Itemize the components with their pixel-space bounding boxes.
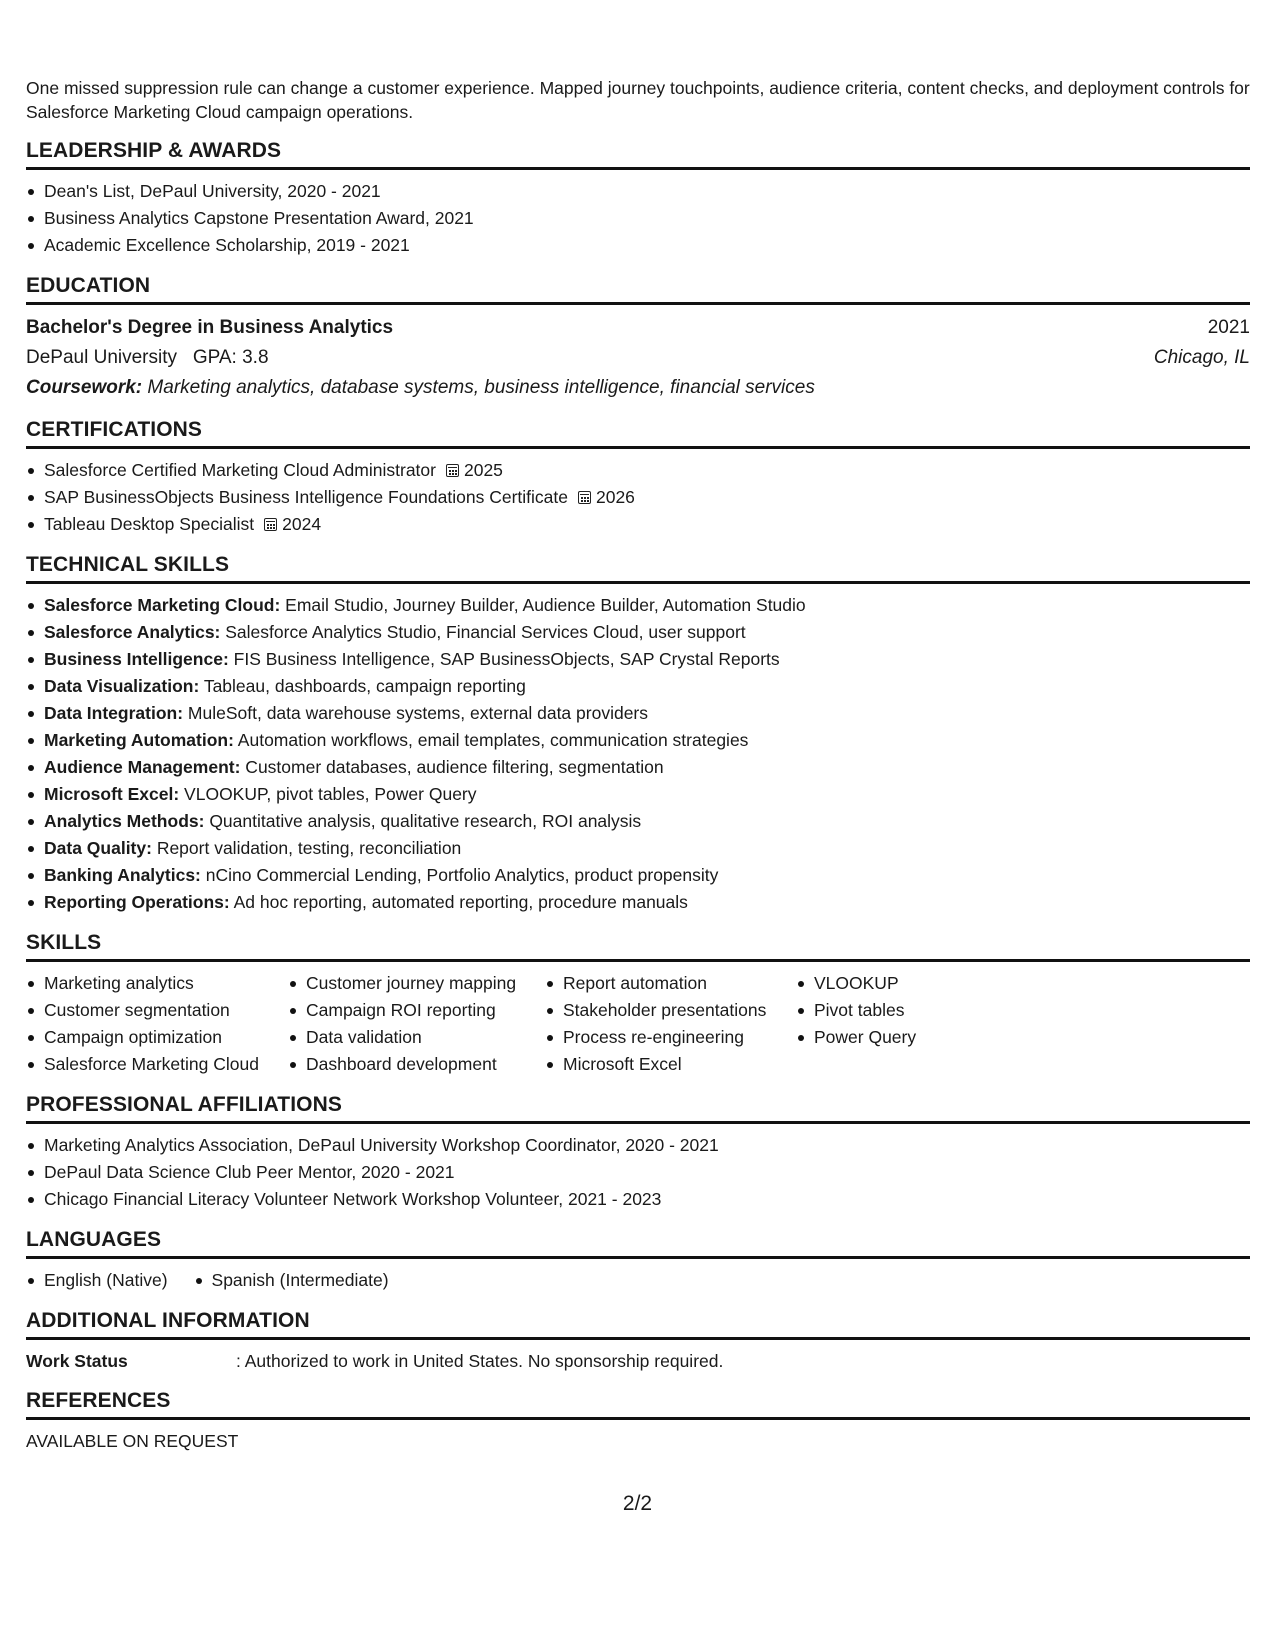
affiliations-list bbox=[26, 1132, 1250, 1213]
additional-info-section bbox=[26, 1308, 1250, 1374]
list-item bbox=[26, 808, 1250, 835]
list-item: Campaign optimization bbox=[26, 1024, 288, 1051]
gpa: GPA: 3.8 bbox=[192, 347, 269, 368]
summary-text: One missed suppression rule can change a customer experience. Mapped journey touchpoints, audience criteria, content checks, and deployment controls for Salesforce Marketing Cloud campaign operations. bbox=[26, 78, 1250, 122]
list-item bbox=[26, 592, 1250, 619]
list-item: Marketing analytics bbox=[26, 970, 288, 997]
section-title: EDUCATION bbox=[26, 273, 1250, 305]
list-item: English (Native) bbox=[26, 1267, 168, 1294]
skill-text: nCino Commercial Lending, Portfolio Analytics, product propensity bbox=[200, 865, 719, 885]
certifications-list bbox=[26, 457, 1250, 538]
languages-section bbox=[26, 1227, 1250, 1294]
technical-skills-list bbox=[26, 592, 1250, 916]
list-item: Business Analytics Capstone Presentation Award, 2021 bbox=[26, 205, 1250, 232]
page-number: 2/2 bbox=[622, 1492, 653, 1515]
list-item bbox=[26, 511, 1250, 538]
technical-skills-section bbox=[26, 552, 1250, 916]
calendar-icon bbox=[264, 518, 277, 531]
list-item: Customer segmentation bbox=[26, 997, 288, 1024]
work-status-row bbox=[26, 1348, 1250, 1374]
affiliations-section bbox=[26, 1092, 1250, 1213]
list-item bbox=[26, 457, 1250, 484]
school-location: Chicago, IL bbox=[1153, 347, 1250, 368]
skill-category: Data Quality: bbox=[44, 838, 152, 858]
list-item: Academic Excellence Scholarship, 2019 - 2021 bbox=[26, 232, 1250, 259]
cert-name: Salesforce Certified Marketing Cloud Administrator bbox=[44, 460, 436, 480]
list-item: Marketing Analytics Association, DePaul University Workshop Coordinator, 2020 - 2021 bbox=[26, 1132, 1250, 1159]
section-title: CERTIFICATIONS bbox=[26, 417, 1250, 449]
list-item: DePaul Data Science Club Peer Mentor, 2020 - 2021 bbox=[26, 1159, 1250, 1186]
skills-column bbox=[26, 970, 288, 1078]
list-item: Campaign ROI reporting bbox=[288, 997, 545, 1024]
list-item: Dean's List, DePaul University, 2020 - 2021 bbox=[26, 178, 1250, 205]
skill-text: Salesforce Analytics Studio, Financial Services Cloud, user support bbox=[220, 622, 746, 642]
skills-column bbox=[796, 970, 996, 1078]
skill-text: Customer databases, audience filtering, segmentation bbox=[240, 757, 664, 777]
degree-name: Bachelor's Degree in Business Analytics bbox=[26, 317, 394, 338]
resume-page bbox=[26, 76, 1250, 1454]
list-item bbox=[26, 862, 1250, 889]
skill-text: Tableau, dashboards, campaign reporting bbox=[199, 676, 526, 696]
section-title: REFERENCES bbox=[26, 1388, 1250, 1420]
skill-category: Microsoft Excel: bbox=[44, 784, 180, 804]
skill-category: Analytics Methods: bbox=[44, 811, 205, 831]
list-item bbox=[26, 889, 1250, 916]
list-item: Customer journey mapping bbox=[288, 970, 545, 997]
skill-text: Ad hoc reporting, automated reporting, procedure manuals bbox=[229, 892, 688, 912]
skill-text: Report validation, testing, reconciliation bbox=[151, 838, 462, 858]
skill-category: Data Visualization: bbox=[44, 676, 200, 696]
list-item: Chicago Financial Literacy Volunteer Network Workshop Volunteer, 2021 - 2023 bbox=[26, 1186, 1250, 1213]
section-title: SKILLS bbox=[26, 930, 1250, 962]
skill-category: Marketing Automation: bbox=[44, 730, 234, 750]
list-item: Power Query bbox=[796, 1024, 996, 1051]
education-section bbox=[26, 273, 1250, 403]
education-degree-row bbox=[26, 313, 1250, 343]
list-item bbox=[26, 673, 1250, 700]
skill-text: VLOOKUP, pivot tables, Power Query bbox=[179, 784, 477, 804]
section-title: ADDITIONAL INFORMATION bbox=[26, 1308, 1250, 1340]
section-title: LEADERSHIP & AWARDS bbox=[26, 138, 1250, 170]
list-item bbox=[26, 619, 1250, 646]
list-item: VLOOKUP bbox=[796, 970, 996, 997]
school-info bbox=[26, 343, 269, 373]
skills-grid bbox=[26, 970, 1250, 1078]
skill-category: Data Integration: bbox=[44, 703, 184, 723]
skill-text: MuleSoft, data warehouse systems, external data providers bbox=[183, 703, 649, 723]
cert-year: 2025 bbox=[463, 460, 503, 480]
list-item: Pivot tables bbox=[796, 997, 996, 1024]
skill-text: Automation workflows, email templates, communication strategies bbox=[233, 730, 749, 750]
skill-text: Email Studio, Journey Builder, Audience Builder, Automation Studio bbox=[280, 595, 806, 615]
section-title: PROFESSIONAL AFFILIATIONS bbox=[26, 1092, 1250, 1124]
references-section bbox=[26, 1388, 1250, 1454]
references-text: AVAILABLE ON REQUEST bbox=[26, 1431, 239, 1451]
graduation-year: 2021 bbox=[1207, 317, 1250, 338]
leadership-list bbox=[26, 178, 1250, 259]
languages-list bbox=[26, 1267, 1250, 1294]
list-item: Microsoft Excel bbox=[545, 1051, 796, 1078]
skill-category: Reporting Operations: bbox=[44, 892, 230, 912]
education-school-row bbox=[26, 343, 1250, 373]
school-name: DePaul University bbox=[26, 347, 177, 368]
skill-category: Audience Management: bbox=[44, 757, 241, 777]
list-item bbox=[26, 781, 1250, 808]
list-item: Data validation bbox=[288, 1024, 545, 1051]
list-item: Stakeholder presentations bbox=[545, 997, 796, 1024]
cert-name: Tableau Desktop Specialist bbox=[44, 514, 255, 534]
skills-column bbox=[288, 970, 545, 1078]
calendar-icon bbox=[578, 491, 591, 504]
list-item bbox=[26, 646, 1250, 673]
certifications-section bbox=[26, 417, 1250, 538]
list-item bbox=[26, 700, 1250, 727]
skills-column bbox=[545, 970, 796, 1078]
skill-text: Quantitative analysis, qualitative research, ROI analysis bbox=[204, 811, 642, 831]
cert-year: 2024 bbox=[282, 514, 322, 534]
section-title: LANGUAGES bbox=[26, 1227, 1250, 1259]
cert-name: SAP BusinessObjects Business Intelligence Foundations Certificate bbox=[44, 487, 568, 507]
coursework bbox=[26, 373, 1250, 403]
list-item bbox=[26, 754, 1250, 781]
list-item bbox=[26, 484, 1250, 511]
list-item: Dashboard development bbox=[288, 1051, 545, 1078]
skill-category: Banking Analytics: bbox=[44, 865, 201, 885]
section-title: TECHNICAL SKILLS bbox=[26, 552, 1250, 584]
list-item: Salesforce Marketing Cloud bbox=[26, 1051, 288, 1078]
work-status-value: : Authorized to work in United States. No sponsorship required. bbox=[236, 1351, 724, 1371]
coursework-label: Coursework: bbox=[26, 377, 143, 398]
skill-category: Business Intelligence: bbox=[44, 649, 229, 669]
list-item: Spanish (Intermediate) bbox=[194, 1267, 389, 1294]
skill-category: Salesforce Marketing Cloud: bbox=[44, 595, 281, 615]
work-status-label: Work Status bbox=[26, 1351, 128, 1371]
list-item: Report automation bbox=[545, 970, 796, 997]
leadership-section bbox=[26, 138, 1250, 259]
coursework-text: Marketing analytics, database systems, business intelligence, financial services bbox=[142, 377, 815, 398]
cert-year: 2026 bbox=[595, 487, 635, 507]
skill-text: FIS Business Intelligence, SAP BusinessObjects, SAP Crystal Reports bbox=[228, 649, 780, 669]
skills-section bbox=[26, 930, 1250, 1078]
list-item bbox=[26, 727, 1250, 754]
calendar-icon bbox=[446, 464, 459, 477]
list-item bbox=[26, 835, 1250, 862]
skill-category: Salesforce Analytics: bbox=[44, 622, 221, 642]
list-item: Process re-engineering bbox=[545, 1024, 796, 1051]
